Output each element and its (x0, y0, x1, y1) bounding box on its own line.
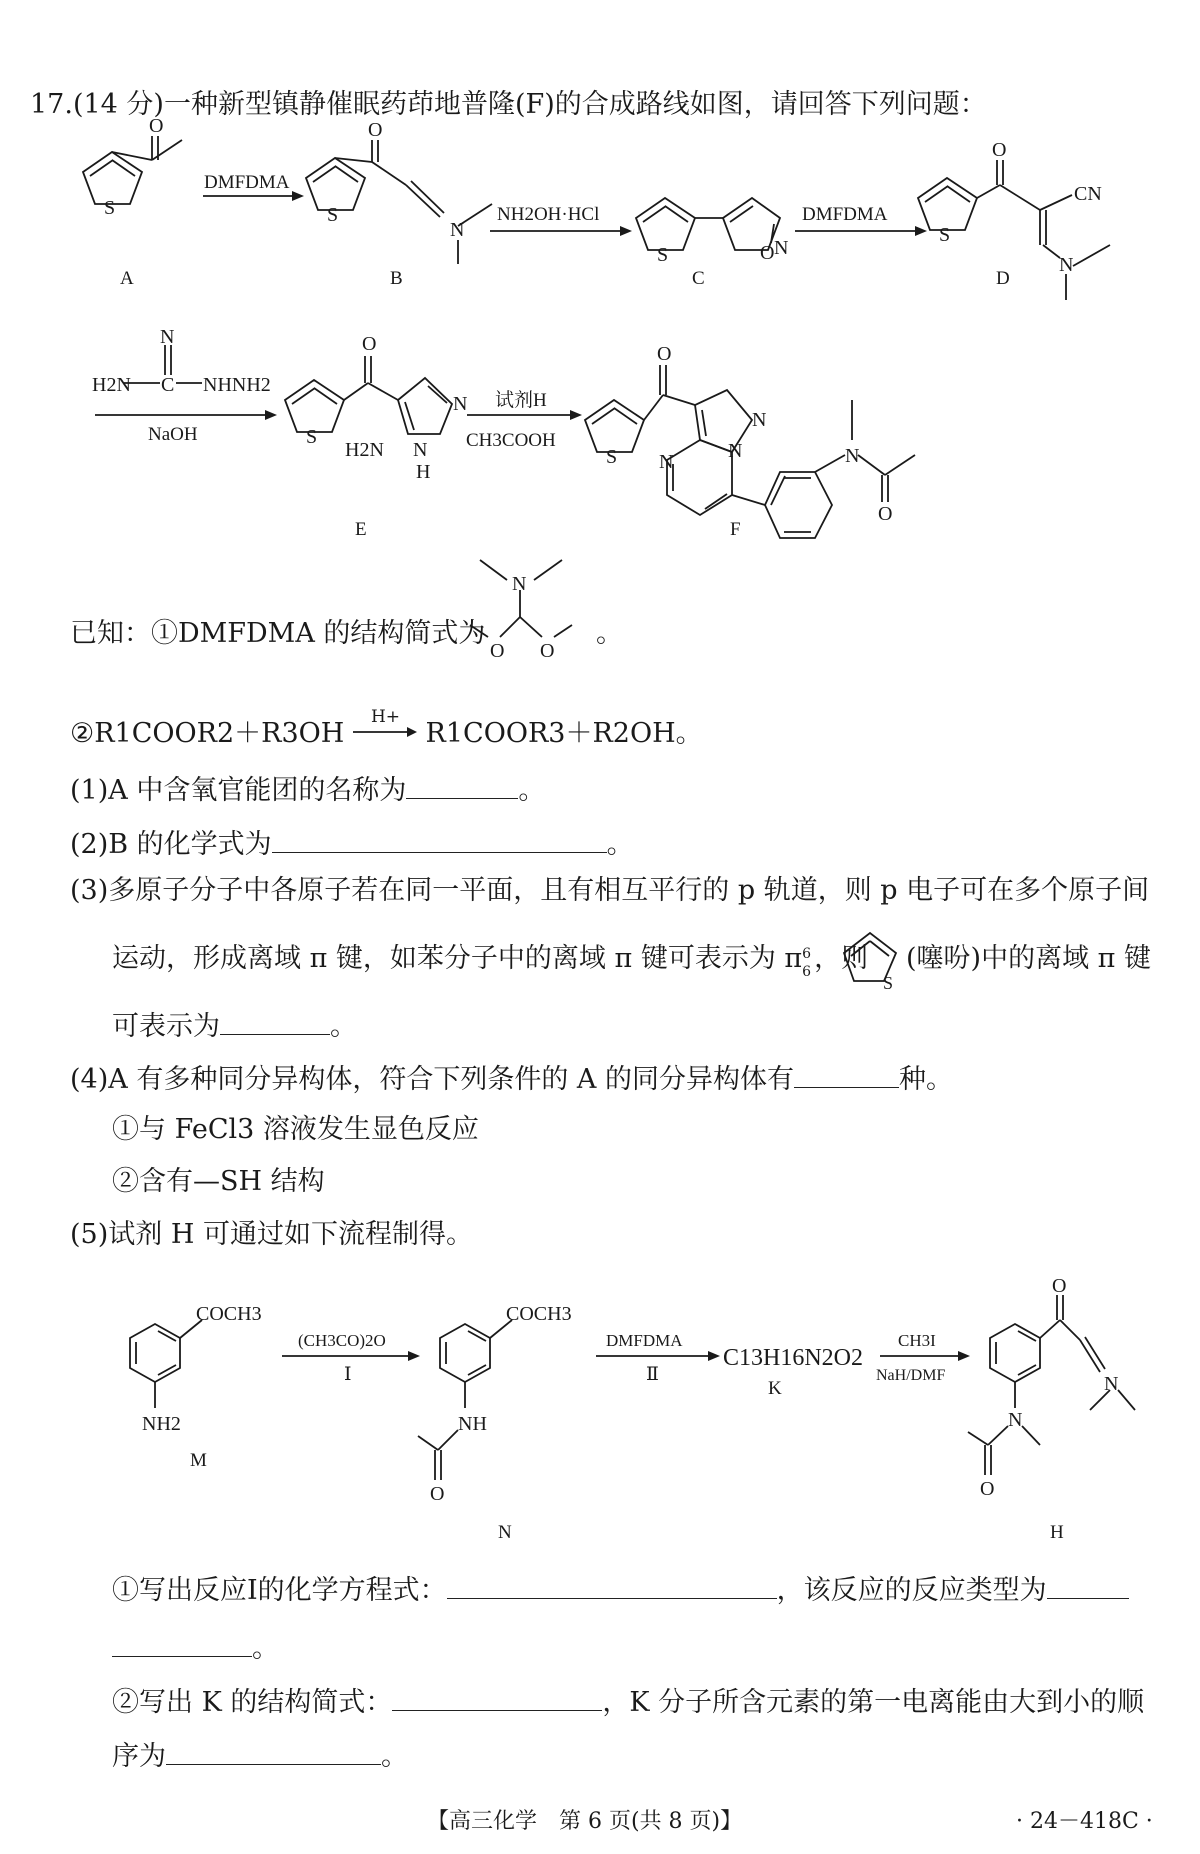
question-number: 17. (30, 89, 73, 120)
h-plus-arrow (353, 707, 417, 742)
q5-2-structure-blank[interactable] (392, 1684, 602, 1711)
f-oxygen: O (657, 343, 672, 365)
q5-1-end: 。 (252, 1633, 279, 1664)
f-amide-n: N (845, 445, 860, 467)
thiophene-s: S (883, 973, 894, 993)
pi-sup: 6 (802, 946, 812, 962)
label-d: D (996, 268, 1010, 289)
e-h: H (416, 461, 431, 483)
question-intro: (14 分)一种新型镇静催眠药茚地普隆(F)的合成路线如图，请回答下列问题： (72, 89, 987, 120)
q3-end: 。 (330, 1011, 357, 1042)
label-k: K (768, 1378, 782, 1399)
h-oxygen: O (1052, 1275, 1067, 1297)
pi-notation (802, 946, 814, 980)
label-c: C (692, 268, 705, 289)
footer-page: 【高三化学 第 6 页(共 8 页)】 (427, 1809, 743, 1834)
q5-1-type-blank[interactable] (1047, 1572, 1129, 1599)
known-1-end: 。 (596, 618, 623, 649)
q3-line3-text: 可表示为 (112, 1011, 220, 1042)
a-sulfur: S (104, 197, 116, 219)
c-nitrogen: N (774, 237, 789, 259)
label-m: M (190, 1450, 207, 1471)
q4-cond2: ②含有—SH 结构 (112, 1166, 325, 1197)
e-sulfur: S (306, 426, 318, 448)
q2 (70, 826, 634, 862)
reagent-acetic-anhydride: (CH3CO)2O (298, 1331, 386, 1350)
q3-answer-blank[interactable] (220, 1008, 330, 1035)
q5-2-mid: ，K 分子所含元素的第一电离能由大到小的顺 (602, 1687, 1145, 1718)
q1-end: 。 (518, 775, 546, 806)
h-amide-n: N (1008, 1409, 1023, 1431)
d-nitrile: CN (1074, 183, 1102, 205)
q5-1 (112, 1572, 1129, 1608)
guanidine-nhnh2: NHNH2 (203, 374, 271, 396)
label-f: F (730, 519, 741, 540)
step-2: Ⅱ (646, 1364, 659, 1385)
e-oxygen: O (362, 333, 377, 355)
q4-cond1: ①与 FeCl3 溶液发生显色反应 (112, 1114, 479, 1145)
b-sulfur: S (327, 204, 339, 226)
q2-answer-blank[interactable] (272, 826, 607, 853)
reagent-dmfdma-3: DMFDMA (606, 1331, 683, 1350)
footer-code: · 24－418C · (1016, 1809, 1153, 1834)
q5-1-equation-blank[interactable] (447, 1572, 777, 1599)
q5-1-mid: ，该反应的反应类型为 (776, 1575, 1047, 1606)
a-oxygen: O (149, 115, 164, 137)
c-sulfur: S (657, 244, 669, 266)
reagent-dmfdma-1: DMFDMA (204, 172, 290, 193)
known-1-text: 已知：①DMFDMA 的结构简式为 (70, 618, 486, 649)
h-plus-label: H+ (370, 707, 401, 727)
known-2 (70, 707, 703, 751)
q5-1-text: ①写出反应Ⅰ的化学方程式： (112, 1575, 447, 1606)
d-nitrogen: N (1059, 254, 1074, 276)
label-n: N (498, 1522, 512, 1543)
f-n2: N (728, 440, 743, 462)
f-n1: N (752, 409, 767, 431)
label-e: E (355, 519, 367, 540)
h-amide-o: O (980, 1478, 995, 1500)
thiophene-inline (838, 925, 902, 993)
q3-line2 (112, 942, 869, 980)
known-2-left: ②R1COOR2＋R3OH (70, 718, 345, 749)
pi-sub: 6 (802, 964, 812, 980)
n-nh: NH (458, 1413, 487, 1435)
b-nitrogen: N (450, 219, 465, 241)
scheme-q5 (0, 1270, 1200, 1550)
q5-2-text: ②写出 K 的结构简式： (112, 1687, 393, 1718)
q1-answer-blank[interactable] (406, 772, 518, 799)
h-enamine-n: N (1104, 1373, 1119, 1395)
e-nitrogen: N (453, 393, 468, 415)
n-coch3: COCH3 (506, 1303, 572, 1325)
q5-2-end: 。 (381, 1741, 408, 1772)
d-sulfur: S (939, 224, 951, 246)
label-a: A (120, 268, 134, 289)
q5-1-type-blank-cont[interactable] (112, 1630, 252, 1657)
reagent-ch3i: CH3I (898, 1331, 936, 1350)
q1-text: (1)A 中含氧官能团的名称为 (70, 775, 407, 806)
q3-line2b: ，则 (814, 943, 869, 974)
reagent-acetic-acid: CH3COOH (466, 430, 556, 451)
step-1: Ⅰ (344, 1364, 352, 1385)
guanidine-n: N (160, 326, 175, 348)
q3-line2c: (噻吩)中的离域 π 键 (906, 943, 1151, 974)
q5: (5)试剂 H 可通过如下流程制得。 (70, 1219, 473, 1250)
q2-end: 。 (606, 829, 634, 860)
q4-end: 种。 (899, 1064, 953, 1095)
m-coch3: COCH3 (196, 1303, 262, 1325)
q5-2 (112, 1684, 1144, 1720)
d-oxygen: O (992, 139, 1007, 161)
q4-text: (4)A 有多种同分异构体，符合下列条件的 A 的同分异构体有 (70, 1064, 794, 1095)
q4 (70, 1061, 953, 1097)
q3-line2a: 运动，形成离域 π 键，如苯分子中的离域 π 键可表示为 π (112, 943, 803, 974)
f-n3: N (659, 451, 674, 473)
c-oxygen: O (760, 242, 775, 264)
f-sulfur: S (606, 446, 618, 468)
scheme-row1 (0, 110, 1200, 289)
q3-line3 (112, 1008, 357, 1044)
q5-2-line2-text: 序为 (112, 1741, 166, 1772)
reagent-h: 试剂H (495, 390, 547, 411)
q5-2-order-blank[interactable] (166, 1738, 381, 1765)
n-oxygen: O (430, 1483, 445, 1505)
known-2-right: R1COOR3＋R2OH。 (425, 718, 703, 749)
reagent-naoh: NaOH (148, 424, 198, 445)
label-h: H (1050, 1522, 1064, 1543)
reagent-nah-dmf: NaH/DMF (876, 1367, 946, 1384)
q2-text: (2)B 的化学式为 (70, 829, 272, 860)
q5-1-line2 (112, 1630, 279, 1666)
m-nh2: NH2 (142, 1413, 181, 1435)
dmfdma-n: N (512, 573, 527, 595)
reagent-nh2oh-hcl: NH2OH·HCl (497, 204, 600, 225)
q3-line1: (3)多原子分子中各原子若在同一平面，且有相互平行的 p 轨道，则 p 电子可在多个原子间 (70, 875, 1150, 906)
k-formula: C13H16N2O2 (723, 1345, 864, 1371)
label-b: B (390, 268, 403, 289)
reagent-dmfdma-2: DMFDMA (802, 204, 888, 225)
e-h2n: H2N (345, 439, 384, 461)
b-oxygen: O (368, 119, 383, 141)
guanidine-c: C (161, 374, 175, 396)
q4-answer-blank[interactable] (794, 1061, 899, 1088)
known-1 (70, 617, 485, 651)
scheme-row2 (0, 325, 1200, 540)
f-amide-o: O (878, 503, 893, 525)
dmfdma-o2: O (540, 640, 555, 662)
dmfdma-o1: O (490, 640, 505, 662)
guanidine-h2n: H2N (92, 374, 131, 396)
q5-2-line2 (112, 1738, 408, 1774)
q1 (70, 772, 545, 808)
e-nh: N (413, 439, 428, 461)
